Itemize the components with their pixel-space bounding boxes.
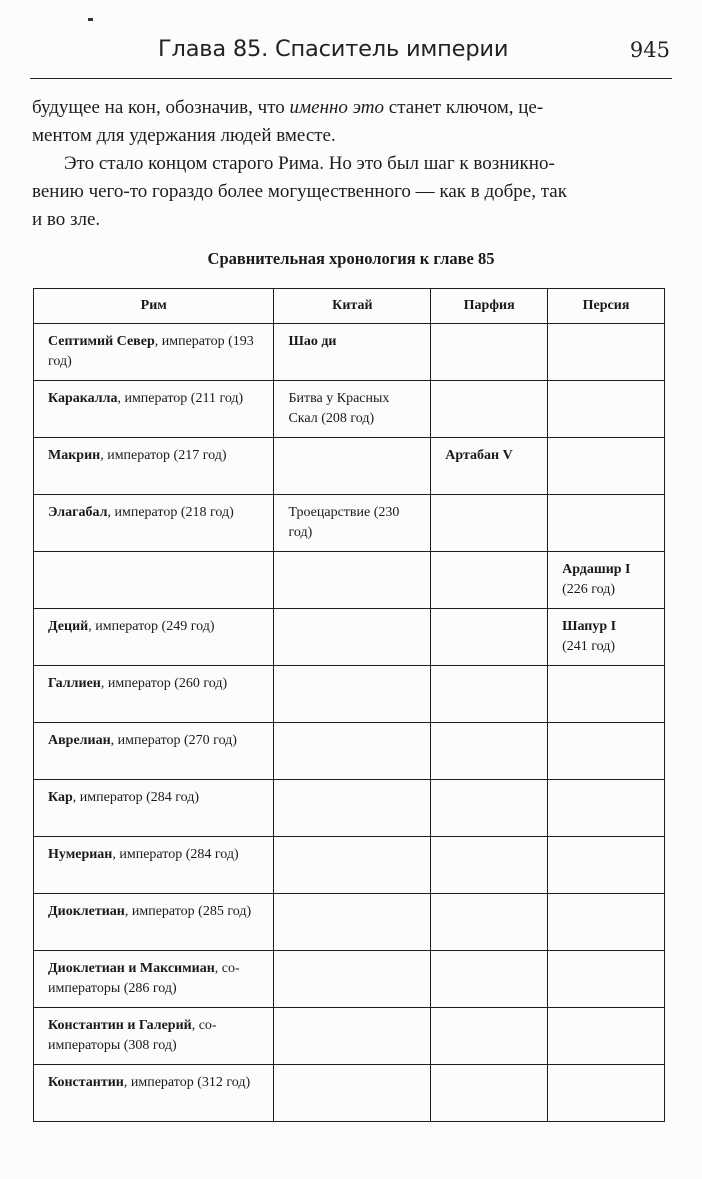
cell-text: , император (285 год) <box>124 904 252 919</box>
cell-persia <box>548 951 665 1008</box>
cell-parthia <box>431 723 548 780</box>
cell-content <box>274 438 430 446</box>
column-header-persia: Персия <box>548 289 665 324</box>
cell-bold-text: Галлиен <box>48 676 101 691</box>
cell-content <box>34 438 273 466</box>
cell-content <box>431 894 547 902</box>
cell-parthia <box>431 381 548 438</box>
table-body <box>34 324 665 1122</box>
cell-china <box>274 324 431 381</box>
cell-persia <box>548 837 665 894</box>
cell-content <box>431 1008 547 1016</box>
cell-content <box>34 381 273 409</box>
cell-china <box>274 894 431 951</box>
cell-content <box>431 552 547 560</box>
cell-content <box>274 951 430 959</box>
cell-content <box>34 951 273 999</box>
cell-parthia <box>431 324 548 381</box>
cell-bold-text: Шао ди <box>288 334 337 349</box>
cell-text: , император (193 год) <box>48 334 254 369</box>
cell-content <box>274 1065 430 1073</box>
cell-text: , император (217 год) <box>100 448 227 463</box>
cell-china <box>274 495 431 552</box>
paragraph-line: Это стало концом старого Рима. Но это был шаг к возникно- <box>64 153 555 174</box>
cell-content <box>431 780 547 788</box>
cell-parthia <box>431 780 548 837</box>
table-row <box>34 894 665 951</box>
cell-bold-text: Диоклетиан <box>48 904 125 919</box>
cell-content <box>34 666 273 694</box>
cell-parthia <box>431 552 548 609</box>
cell-text: Троецарствие (230 год) <box>288 505 400 540</box>
cell-content <box>548 324 664 332</box>
cell-text: , император (284 год) <box>72 790 200 805</box>
cell-content <box>431 666 547 674</box>
cell-text: Битва у Красных Скал (208 год) <box>288 391 390 426</box>
cell-content <box>274 723 430 731</box>
cell-china <box>274 1008 431 1065</box>
cell-text: (241 год) <box>562 639 616 654</box>
cell-content <box>431 609 547 617</box>
table-row <box>34 723 665 780</box>
cell-china <box>274 723 431 780</box>
cell-persia <box>548 609 665 666</box>
cell-text: , император (284 год) <box>112 847 239 862</box>
cell-content <box>431 723 547 731</box>
cell-china <box>274 1065 431 1122</box>
cell-rome <box>34 666 274 723</box>
cell-text: , со-императоры (286 год) <box>48 961 240 996</box>
paragraph-line: ментом для удержания людей вместе. <box>32 125 336 146</box>
cell-text: , император (218 год) <box>107 505 234 520</box>
cell-china <box>274 780 431 837</box>
cell-content <box>548 951 664 959</box>
cell-content <box>34 324 273 372</box>
cell-parthia <box>431 1008 548 1065</box>
cell-content <box>548 495 664 503</box>
paragraph-2 <box>32 150 674 234</box>
cell-content <box>274 666 430 674</box>
table-row <box>34 1065 665 1122</box>
cell-rome <box>34 324 274 381</box>
cell-rome <box>34 723 274 780</box>
cell-content <box>274 381 430 429</box>
cell-bold-text: Шапур I <box>562 619 617 634</box>
cell-bold-text: Аврелиан <box>48 733 111 748</box>
cell-bold-text: Нумериан <box>48 847 113 862</box>
cell-rome <box>34 1065 274 1122</box>
table-row <box>34 495 665 552</box>
cell-text: , император (270 год) <box>110 733 237 748</box>
cell-rome <box>34 552 274 609</box>
cell-persia <box>548 552 665 609</box>
cell-content <box>548 723 664 731</box>
cell-rome <box>34 951 274 1008</box>
cell-rome <box>34 609 274 666</box>
cell-content <box>548 381 664 389</box>
cell-bold-text: Каракалла <box>48 391 118 406</box>
cell-content <box>431 837 547 845</box>
cell-persia <box>548 438 665 495</box>
emphasis-text: именно это <box>289 97 385 118</box>
cell-rome <box>34 381 274 438</box>
table-row <box>34 951 665 1008</box>
cell-content <box>274 780 430 788</box>
cell-content <box>274 495 430 543</box>
cell-content <box>274 609 430 617</box>
cell-content <box>34 780 273 808</box>
paragraph-line: вению чего-то гораздо более могущественного — как в добре, так <box>32 181 567 202</box>
cell-china <box>274 609 431 666</box>
cell-parthia <box>431 495 548 552</box>
table-row <box>34 381 665 438</box>
cell-content <box>548 780 664 788</box>
paragraph-line <box>32 94 674 122</box>
paragraph-line: и во зле. <box>32 209 101 230</box>
paragraph-1 <box>32 94 674 150</box>
cell-content <box>431 951 547 959</box>
cell-content <box>274 894 430 902</box>
cell-content <box>34 1008 273 1056</box>
cell-bold-text: Ардашир I <box>562 562 631 577</box>
cell-content <box>548 438 664 446</box>
cell-text: , император (260 год) <box>100 676 228 691</box>
cell-china <box>274 837 431 894</box>
cell-text: , император (312 год) <box>123 1075 251 1090</box>
cell-content <box>548 1008 664 1016</box>
cell-rome <box>34 837 274 894</box>
cell-china <box>274 552 431 609</box>
cell-content <box>274 324 430 352</box>
cell-content <box>274 552 430 560</box>
cell-content <box>431 381 547 389</box>
table-row <box>34 666 665 723</box>
cell-content <box>34 552 273 560</box>
cell-content <box>548 894 664 902</box>
cell-text: , со-императоры (308 год) <box>48 1018 217 1053</box>
cell-content <box>548 1065 664 1073</box>
cell-bold-text: Артабан V <box>445 448 513 463</box>
text-run: станет ключом, це- <box>384 97 544 118</box>
table-row <box>34 1008 665 1065</box>
table-row <box>34 780 665 837</box>
column-header-china: Китай <box>274 289 431 324</box>
cell-content <box>548 552 664 600</box>
cell-bold-text: Диоклетиан и Максимиан <box>48 961 215 976</box>
text-run: будущее на кон, обозначив, что <box>32 97 290 118</box>
cell-content <box>548 609 664 657</box>
cell-china <box>274 438 431 495</box>
cell-persia <box>548 666 665 723</box>
table-row <box>34 552 665 609</box>
cell-parthia <box>431 609 548 666</box>
cell-persia <box>548 381 665 438</box>
cell-persia <box>548 894 665 951</box>
cell-persia <box>548 495 665 552</box>
table-caption: Сравнительная хронология к главе 85 <box>207 249 495 268</box>
cell-content <box>34 1065 273 1093</box>
cell-content <box>34 894 273 922</box>
cell-content <box>431 1065 547 1073</box>
cell-bold-text: Константин и Галерий <box>48 1018 192 1033</box>
cell-rome <box>34 894 274 951</box>
cell-content <box>34 495 273 523</box>
cell-content <box>431 438 547 466</box>
cell-rome <box>34 438 274 495</box>
cell-bold-text: Элагабал <box>48 505 108 520</box>
cell-rome <box>34 495 274 552</box>
column-header-parthia: Парфия <box>431 289 548 324</box>
cell-content <box>34 723 273 751</box>
cell-parthia <box>431 438 548 495</box>
cell-content <box>548 666 664 674</box>
cell-bold-text: Септимий Север <box>48 334 155 349</box>
cell-china <box>274 381 431 438</box>
table-row <box>34 324 665 381</box>
cell-content <box>431 324 547 332</box>
cell-content <box>431 495 547 503</box>
table-row <box>34 438 665 495</box>
cell-content <box>548 837 664 845</box>
table-row <box>34 609 665 666</box>
cell-content <box>34 609 273 637</box>
cell-parthia <box>431 1065 548 1122</box>
cell-persia <box>548 1065 665 1122</box>
cell-bold-text: Деций <box>48 619 89 634</box>
cell-bold-text: Константин <box>48 1075 124 1090</box>
cell-parthia <box>431 837 548 894</box>
chapter-title: Глава 85. Спаситель империи <box>158 36 509 62</box>
cell-persia <box>548 324 665 381</box>
cell-content <box>274 1008 430 1016</box>
cell-china <box>274 951 431 1008</box>
cell-text: , император (249 год) <box>88 619 215 634</box>
cell-rome <box>34 1008 274 1065</box>
cell-parthia <box>431 894 548 951</box>
page-header <box>30 30 672 79</box>
cell-persia <box>548 780 665 837</box>
cell-bold-text: Макрин <box>48 448 101 463</box>
cell-bold-text: Кар <box>48 790 73 805</box>
cell-china <box>274 666 431 723</box>
page-number: 945 <box>629 38 670 62</box>
column-header-rome: Рим <box>34 289 274 324</box>
table-row <box>34 837 665 894</box>
cell-parthia <box>431 951 548 1008</box>
cell-persia <box>548 1008 665 1065</box>
cell-content <box>34 837 273 865</box>
cell-parthia <box>431 666 548 723</box>
cell-rome <box>34 780 274 837</box>
table-header-row <box>34 289 665 324</box>
cell-persia <box>548 723 665 780</box>
cell-text: , император (211 год) <box>117 391 244 406</box>
chronology-table <box>33 288 665 1122</box>
cell-text: (226 год) <box>562 582 616 597</box>
print-mark <box>88 18 93 21</box>
cell-content <box>274 837 430 845</box>
